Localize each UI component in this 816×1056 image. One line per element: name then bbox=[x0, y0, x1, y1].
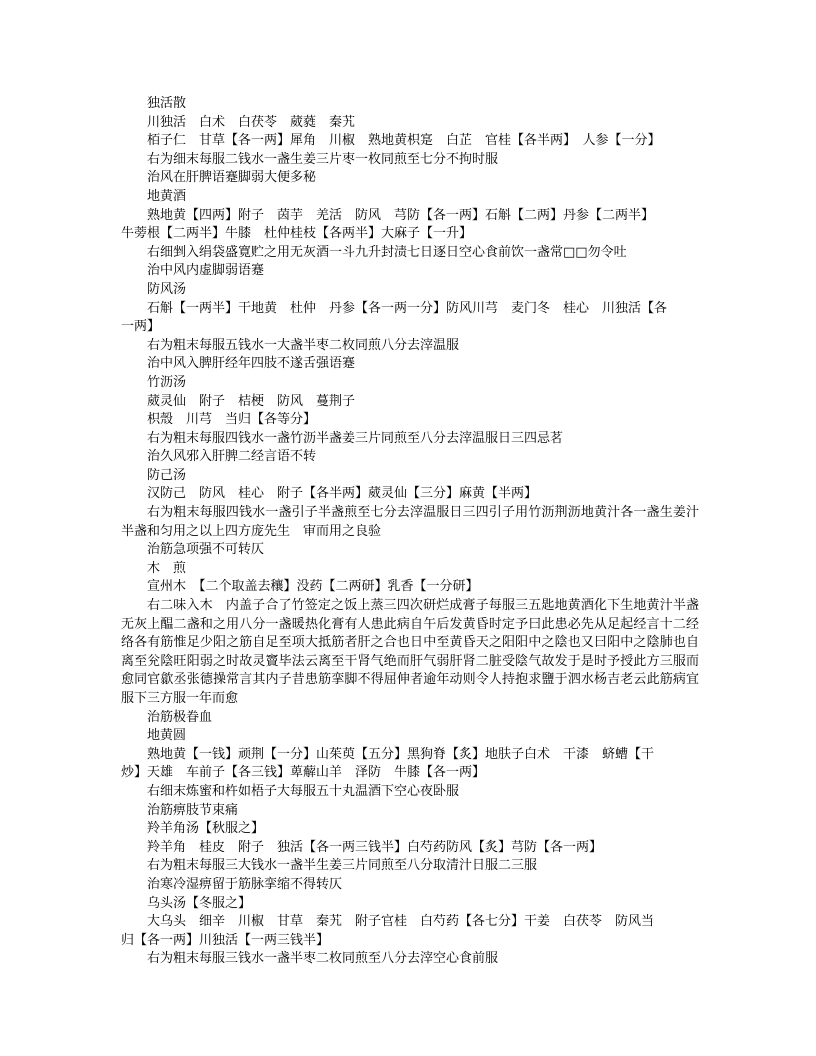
text-line: 治久风邪入肝脾二经言语不转 bbox=[147, 449, 317, 465]
text-line: 竹沥汤 bbox=[147, 374, 187, 390]
text-line: 石斛【一两半】干地黄 杜仲 丹参【各一两一分】防风川芎 麦门冬 桂心 川独活【各 bbox=[147, 300, 668, 316]
text-line: 治筋急项强不可转仄 bbox=[147, 542, 265, 558]
text-line: 治筋极眷血 bbox=[147, 709, 213, 725]
text-line: 枳殼 川芎 当归【各等分】 bbox=[147, 412, 317, 428]
text-line: 独活散 bbox=[147, 96, 187, 111]
text-line: 炒】天雄 车前子【各三钱】萆薢山羊 泽防 牛膝【各一两】 bbox=[121, 765, 486, 781]
text-line: 右为粗末每服五钱水一大盏半枣二枚同煎八分去滓温服 bbox=[147, 337, 460, 353]
text-line: 熟地黄【四两】附子 茵芋 羌活 防风 芎防【各一两】石斛【二两】丹参【二两半】 bbox=[147, 207, 655, 223]
text-line: 汉防己 防风 桂心 附子【各半两】葳灵仙【三分】麻黄【半两】 bbox=[147, 486, 538, 502]
text-line: 地黄酒 bbox=[147, 188, 187, 204]
text-line: 熟地黄【一钱】顽荆【一分】山茱萸【五分】黑狗脊【炙】地肤子白术 干漆 蛴螬【干 bbox=[147, 746, 655, 762]
document-page bbox=[121, 95, 699, 969]
text-line: 治中风入脾肝经年四肢不遂舌强语蹇 bbox=[147, 356, 356, 372]
text-line: 右为粗末每服三大钱水一盏半生姜三片同煎至八分取清汁日服二三服 bbox=[147, 858, 538, 874]
text-line: 乌头汤【冬服之】 bbox=[147, 895, 252, 911]
text-line: 治风在肝脾语蹇脚弱大便多秘 bbox=[147, 170, 317, 186]
text-line: 羚羊角 桂皮 附子 独活【各一两三钱半】白芍药防风【炙】芎防【各一两】 bbox=[147, 839, 603, 855]
text-line: 右为细末每服二钱水一盏生姜三片枣一枚同煎至七分不拘时服 bbox=[147, 151, 499, 167]
paragraph-fangji-note: 右为粗末每服四钱水一盏引子半盏煎至七分去滓温服日三四引子用竹沥荆沥地黄汁各一盏生姜汁半盏和匀用之以上四方庞先生 审而用之良验 bbox=[121, 505, 699, 539]
text-line: 木 煎 bbox=[147, 560, 187, 576]
text-line: 防己汤 bbox=[147, 467, 187, 483]
text-line: 治寒冷湿痹留于筋脉挛缩不得转仄 bbox=[147, 876, 343, 892]
text-line: 治筋痹肢节束痛 bbox=[147, 802, 239, 818]
text-line: 葳灵仙 附子 桔梗 防风 蔓荆子 bbox=[147, 393, 356, 409]
text-block-2 bbox=[121, 541, 699, 597]
text-line: 大乌头 细辛 川椒 甘草 秦艽 附子官桂 白芍药【各七分】干姜 白茯苓 防风当 bbox=[147, 914, 655, 930]
text-line: 一两】 bbox=[121, 319, 161, 335]
text-line: 右为粗末每服四钱水一盏竹沥半盏姜三片同煎至八分去滓温服日三四忌茗 bbox=[147, 430, 564, 446]
paragraph-mujian-note: 右二味入木 内盖子合了竹签定之饭上蒸三四次研烂成膏子每服三五匙地黄酒化下生地黄汁半盏无灰上醖二盏和之用八分一盏暖热化膏有人患此病自午后发黄昏时定予曰此患必先从足起经言十二经络各有筋惟足少阳之筋自足至项大抵筋者肝之合也日中至黄昏天之阳阳中之陰也又曰阳中之陰肺也自离至兊陰旺阳弱之时故灵竇毕法云离至干肾气绝而肝气弱肝肾二脏受陰气故发于是时予授此方三服而愈同官歙丞张德操常言其内子昔患筋挛脚不得屈伸者逾年动则令人持抱求鹽于泗水杨吉老云此筋病宜服下三方服一年而愈 bbox=[121, 598, 699, 706]
text-line: 归【各一两】川独活【一两三钱半】 bbox=[121, 932, 330, 948]
text-block-1 bbox=[121, 95, 699, 504]
text-line: 宣州木 【二个取盖去穰】没药【二两研】乳香【一分研】 bbox=[147, 579, 479, 595]
text-line: 羚羊角汤【秋服之】 bbox=[147, 821, 265, 837]
text-line: 右细剉入绢袋盛寛贮之用无灰酒一斗九升封渍七日逐日空心食前饮一盏常□□勿令吐 bbox=[147, 244, 627, 260]
text-line: 栢子仁 甘草【各一两】犀角 川椒 熟地黄枳寔 白芷 官桂【各半两】 人参【一分】 bbox=[147, 133, 661, 149]
text-block-3 bbox=[121, 709, 699, 969]
text-line: 防风汤 bbox=[147, 281, 187, 297]
text-line: 川独活 白术 白茯苓 葳蕤 秦艽 bbox=[147, 114, 356, 130]
text-line: 地黄圆 bbox=[147, 728, 187, 744]
text-line: 右细末炼蜜和杵如梧子大每服五十丸温酒下空心夜卧服 bbox=[147, 783, 460, 799]
text-line: 右为粗末每服三钱水一盏半枣二枚同煎至八分去滓空心食前服 bbox=[147, 951, 499, 967]
text-line: 牛蒡根【二两半】牛膝 杜仲桂枝【各两半】大麻子【一升】 bbox=[121, 226, 473, 242]
text-line: 治中风内虚脚弱语蹇 bbox=[147, 263, 265, 279]
